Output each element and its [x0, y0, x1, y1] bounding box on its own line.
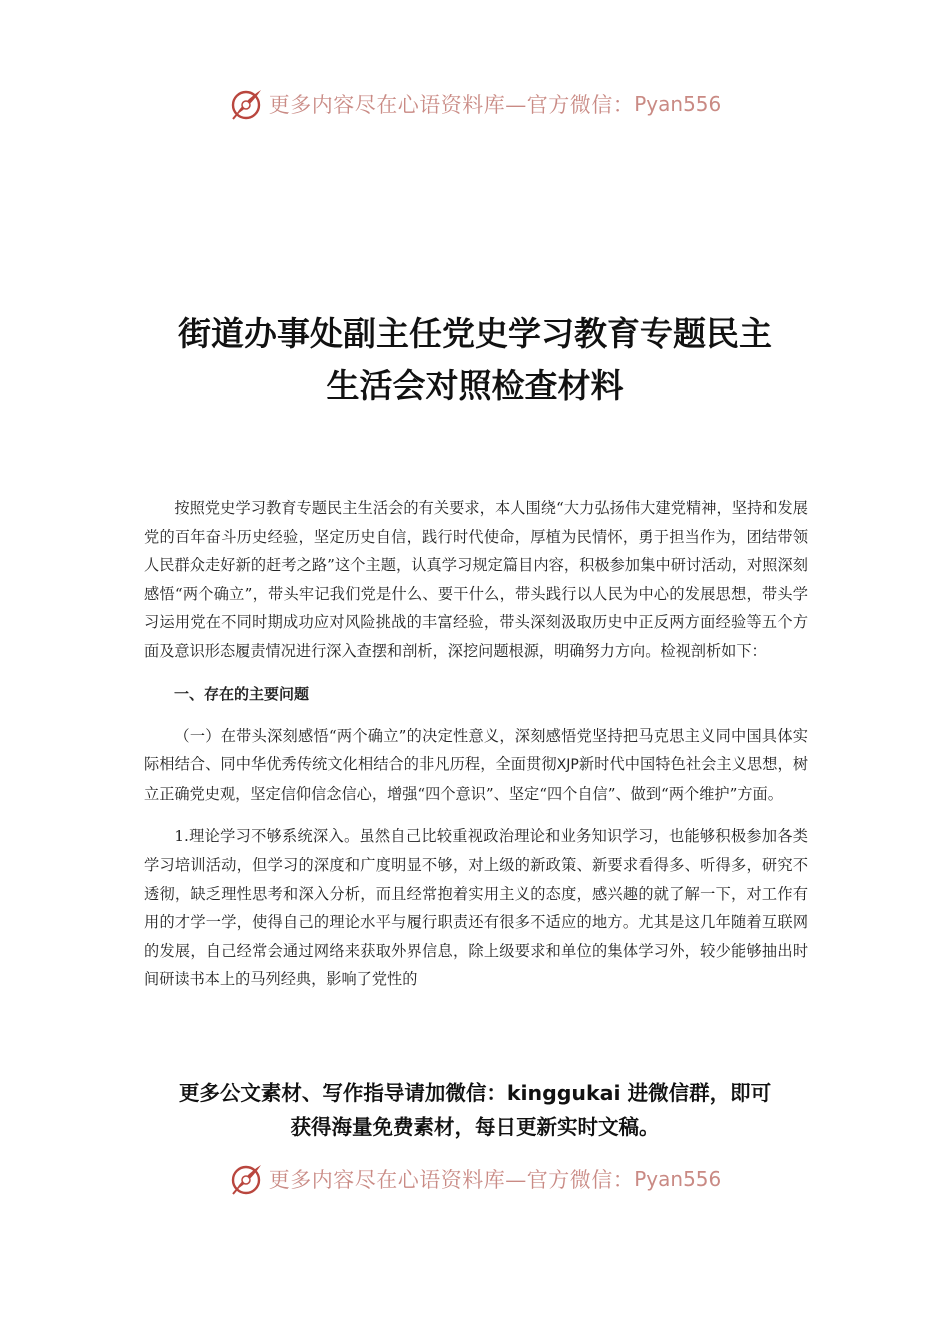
subsection-abbr: XJP: [556, 757, 579, 774]
banner-text: 更多内容尽在心语资料库—官方微信：: [268, 1168, 635, 1192]
document-body: [144, 494, 808, 994]
intro-paragraph: 按照党史学习教育专题民主生活会的有关要求，本人围绕“大力弘扬伟大建党精神，坚持和发展党的百年奋斗历史经验，坚定历史自信，践行时代使命，厚植为民情怀，勇于担当作为，团结带领人民群众走好新的赶考之路”这个主题，认真学习规定篇目内容，积极参加集中研讨活动，对照深刻感悟“两个确立”，带头牢记我们党是什么、要干什么，带头践行以人民为中心的发展思想，带头学习运用党在不同时期成功应对风险挑战的丰富经验，带头深刻汲取历史中正反两方面经验等五个方面及意识形态履责情况进行深入查摆和剖析，深挖问题根源，明确努力方向。检视剖析如下：: [144, 499, 808, 660]
section-heading: 一、存在的主要问题: [174, 684, 310, 703]
subsection-paragraph: [144, 722, 808, 809]
document-title: [0, 308, 950, 412]
promo-line-2: 获得海量免费素材，每日更新实时文稿。: [290, 1115, 660, 1139]
banner-text: 更多内容尽在心语资料库—官方微信：: [268, 93, 635, 117]
subsection-text-a: （一）在带头深刻感悟“两个确立”的决定性意义，深刻感悟党坚持把马克思主义同中国具体实际相结合、同中华优秀传统文化相结合的非凡历程，全面贯彻: [144, 726, 808, 774]
subsection-text-b: 新时代中国特色社会主义思想，树立正确党史观，坚定信仰信念信心，增强“四个意识”、坚定“四个自信”、做到“两个维护”方面。: [144, 755, 809, 803]
banner-wechat-id: Pyan556: [634, 92, 722, 116]
footer-banner: [0, 1157, 950, 1201]
header-banner: [0, 82, 950, 126]
promo-notice: [0, 1076, 950, 1144]
item-paragraph: 1.理论学习不够系统深入。虽然自己比较重视政治理论和业务知识学习，也能够积极参加各类学习培训活动，但学习的深度和广度明显不够，对上级的新政策、新要求看得多、听得多，研究不透彻，缺乏理性思考和深入分析，而且经常抱着实用主义的态度，感兴趣的就了解一下，对工作有用的才学一学，使得自己的理论水平与履行职责还有很多不适应的地方。尤其是这几年随着互联网的发展，自己经常会通过网络来获取外界信息，除上级要求和单位的集体学习外，较少能够抽出时间研读书本上的马列经典，影响了党性的: [144, 827, 808, 989]
quill-logo-icon: [229, 86, 265, 122]
quill-logo-icon: [229, 1161, 265, 1197]
promo-line-1: 更多公文素材、写作指导请加微信：kinggukai 进微信群，即可: [178, 1081, 772, 1105]
title-line-1: 街道办事处副主任党史学习教育专题民主: [178, 314, 772, 353]
title-line-2: 生活会对照检查材料: [326, 366, 624, 405]
banner-wechat-id: Pyan556: [634, 1167, 722, 1191]
